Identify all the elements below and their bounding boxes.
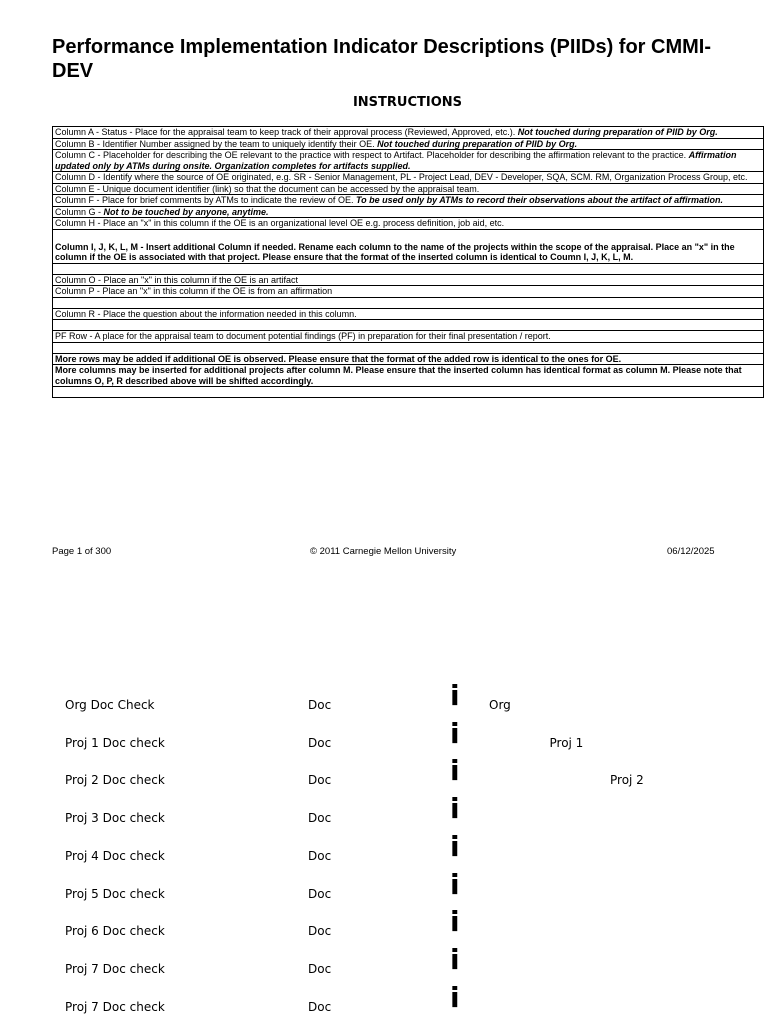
instruction-text: Column O - Place an "x" in this column if the OE is an artifact [55,274,298,285]
doc-check-kind: Doc [308,886,332,901]
doc-check-kind: Doc [308,811,332,826]
doc-check-row [0,905,768,949]
doc-check-kind: Doc [308,848,332,863]
instruction-emphasis: Not touched during preparation of PIID by Org. [377,138,578,149]
instruction-text: Column B - Identifier Number assigned by the team to uniquely identify their OE. [55,138,378,149]
instructions-table [52,126,764,398]
instruction-emphasis: Not to be touched by anyone, anytime. [103,206,269,217]
empty-cell [53,387,764,398]
info-icon[interactable]: i [450,942,460,976]
instruction-text: Column F - Place for brief comments by ATMs to indicate the review of OE. [55,195,356,205]
info-icon[interactable]: i [450,716,460,750]
instruction-cell [53,150,764,172]
instruction-text: Column D - Identify where the source of OE originated, e.g. SR - Senior Management, PL - Project Lead, DEV - Developer, SQA, SCM. RM, Organization Process Group, etc. [55,172,748,182]
empty-row [53,297,764,308]
instruction-text: Column P - Place an "x" in this column if the OE is from an affirmation [55,286,333,296]
instruction-row [53,229,764,263]
instruction-row [53,274,764,286]
instruction-emphasis: Not touched during preparation of PIID by Org. [517,127,718,137]
instruction-cell [53,127,764,139]
instruction-cell [53,229,764,263]
instruction-cell [53,286,764,298]
instruction-bold-text: More columns may be inserted for additional projects after column M. Please ensure that the inserted column has identical format as column M. Please note that columns O, P, R described above will be shifted accordingly. [55,365,742,386]
doc-check-name: Proj 2 Doc check [65,773,165,788]
instruction-cell [53,172,764,184]
instruction-row [53,195,764,207]
instruction-cell [53,206,764,218]
instruction-row [53,150,764,172]
copyright-notice: © 2011 Carnegie Mellon University [310,546,457,557]
instruction-row [53,172,764,184]
empty-row [53,387,764,398]
instruction-cell [53,138,764,150]
doc-check-name: Proj 7 Doc check [65,961,165,976]
info-icon[interactable]: i [450,980,460,1014]
empty-cell [53,263,764,274]
instruction-cell [53,331,764,343]
instruction-row [53,138,764,150]
info-icon[interactable]: i [450,679,460,712]
instruction-row [53,206,764,218]
instructions-heading: INSTRUCTIONS [352,95,463,110]
doc-check-row [0,980,768,1025]
doc-check-name: Org Doc Check [65,698,155,712]
document-title: Performance Implementation Indicator Descriptions (PIIDs) for CMMI-DEV [52,36,711,82]
empty-row [53,342,764,353]
info-icon[interactable]: i [450,867,460,901]
instruction-emphasis: Affirmation updated only by ATMs during onsite. Organization completes for artifacts supplied. [55,150,737,171]
doc-check-row [0,792,768,836]
empty-cell [53,342,764,353]
instruction-row [53,183,764,195]
print-date: 06/12/2025 [667,546,715,557]
empty-row [53,263,764,274]
instruction-text: Column H - Place an "x" in this column if the OE is an organizational level OE e.g. process definition, job aid, etc. [55,218,505,228]
instruction-cell [53,308,764,320]
instruction-cell [53,365,764,387]
doc-check-row [0,679,768,723]
instruction-cell [53,218,764,230]
instruction-text: PF Row - A place for the appraisal team to document potential findings (PF) in preparation for their final presentation / report. [55,331,551,341]
instruction-cell [53,353,764,365]
doc-check-row [0,942,768,987]
doc-check-name: Proj 1 Doc check [65,735,165,750]
doc-check-kind: Doc [308,698,332,712]
empty-cell [53,320,764,331]
instruction-row [53,127,764,139]
instruction-text: Column E - Unique document identifier (link) so that the document can be accessed by the appraisal team. [55,183,480,194]
instruction-text: Column R - Place the question about the information needed in this column. [55,308,357,319]
instruction-row [53,365,764,387]
doc-check-kind: Doc [308,961,332,976]
doc-check-kind: Doc [308,924,332,939]
instruction-bold-text: More rows may be added if additional OE is observed. Please ensure that the format of the added row is identical to the ones for OE. [55,353,622,364]
info-icon[interactable]: i [450,754,460,788]
doc-check-name: Proj 3 Doc check [65,811,165,826]
empty-cell [53,297,764,308]
doc-check-row [0,867,768,912]
doc-check-kind: Doc [308,999,332,1014]
doc-check-name: Proj 4 Doc check [65,848,165,863]
instruction-text: Column G - [55,206,104,217]
info-icon[interactable]: i [450,792,460,826]
doc-check-scope: Proj 1 [549,735,584,750]
instruction-cell [53,183,764,195]
instruction-row [53,286,764,298]
instruction-cell [53,195,764,207]
page-number: Page 1 of 300 [52,546,112,557]
instruction-text: Column A - Status - Place for the appraisal team to keep track of their approval process (Reviewed, Approved, etc.). [55,127,518,137]
doc-check-scope: Org [489,698,511,712]
info-icon[interactable]: i [450,829,460,863]
instruction-row [53,218,764,230]
instruction-cell [53,274,764,286]
doc-check-name: Proj 7 Doc check [65,999,165,1014]
instruction-emphasis: To be used only by ATMs to record their observations about the artifact of affirmation. [355,195,723,205]
doc-check-kind: Doc [308,735,332,750]
doc-check-name: Proj 5 Doc check [65,886,165,901]
doc-check-scope: Proj 2 [610,773,644,788]
instruction-row [53,308,764,320]
empty-row [53,320,764,331]
instruction-text: Column C - Placeholder for describing the OE relevant to the practice with respect to Artifact. Placeholder for describing the affirmation relevant to the practice. [55,150,689,160]
doc-check-kind: Doc [308,773,332,788]
instruction-row [53,353,764,365]
doc-check-row [0,716,768,761]
doc-check-row [0,754,768,798]
instruction-row [53,331,764,343]
doc-check-name: Proj 6 Doc check [65,924,165,939]
info-icon[interactable]: i [450,905,460,939]
instruction-bold-text: Column I, J, K, L, M - Insert additional Column if needed. Rename each column to the name of the projects within the scope of the appraisal. Place an "x" in the column if the OE is associated with that project. Please ensure that the format of the inserted column is identical to Coumn I, J, K, L, M. [55,241,735,262]
doc-check-row [0,829,768,874]
